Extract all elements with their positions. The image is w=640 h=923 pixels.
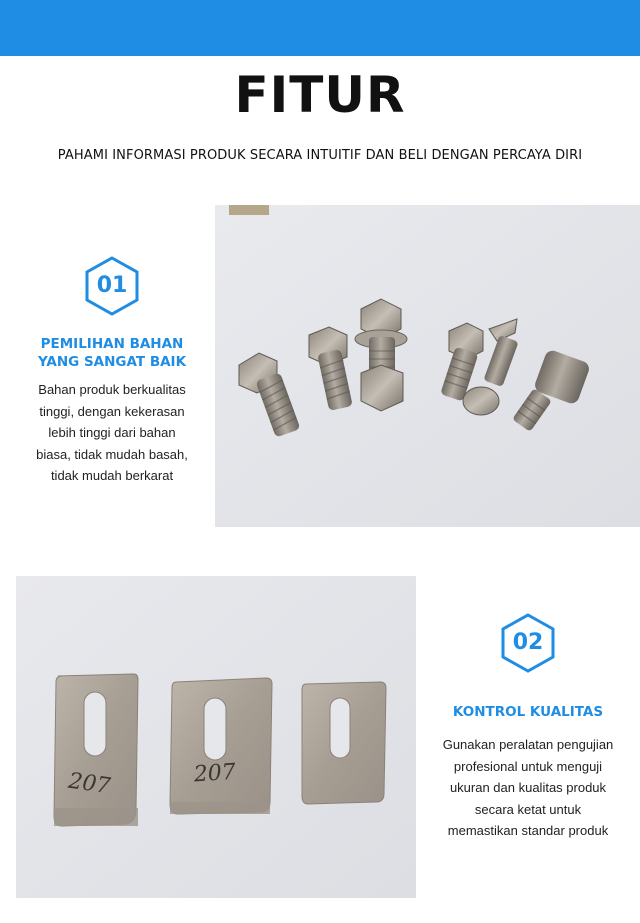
handwritten-label: 207 bbox=[66, 768, 112, 800]
feature-description-line: secara ketat untuk bbox=[474, 801, 582, 817]
bracket-plate-1 bbox=[54, 674, 138, 826]
bolts-photo bbox=[215, 205, 640, 527]
top-banner bbox=[0, 0, 640, 56]
feature-description-line: biasa, tidak mudah basah, bbox=[36, 446, 188, 462]
feature-description-line: Gunakan peralatan pengujian bbox=[442, 737, 614, 752]
feature-number: 02 bbox=[512, 630, 544, 655]
feature-material bbox=[18, 255, 206, 487]
feature-heading bbox=[18, 335, 206, 371]
feature-badge bbox=[83, 255, 141, 317]
feature-description-line: tidak mudah berkarat bbox=[50, 468, 174, 483]
feature-number: 01 bbox=[96, 273, 128, 298]
page-subtitle: PAHAMI INFORMASI PRODUK SECARA INTUITIF DAN BELI DENGAN PERCAYA DIRI bbox=[57, 148, 583, 163]
feature-heading-line: KONTROL KUALITAS bbox=[452, 704, 604, 720]
handwritten-label: 207 bbox=[193, 759, 237, 788]
feature-heading-line: PEMILIHAN BAHAN bbox=[40, 336, 184, 352]
feature-description-line: profesional untuk menguji bbox=[453, 758, 603, 774]
brackets-illustration bbox=[16, 576, 416, 898]
feature-quality bbox=[428, 612, 628, 842]
bracket-plate-3 bbox=[302, 682, 386, 804]
feature-description bbox=[18, 379, 206, 487]
feature-description-line: Bahan produk berkualitas bbox=[38, 382, 186, 397]
bracket-plate-2 bbox=[170, 678, 272, 814]
feature-heading bbox=[428, 703, 628, 721]
feature-heading-line: YANG SANGAT BAIK bbox=[37, 354, 187, 370]
feature-badge bbox=[499, 612, 557, 674]
bolts-illustration bbox=[215, 205, 640, 527]
page-title: FITUR bbox=[234, 66, 406, 124]
feature-description bbox=[428, 734, 628, 842]
feature-description-line: ukuran dan kualitas produk bbox=[449, 780, 607, 795]
brackets-photo bbox=[16, 576, 416, 898]
feature-description-line: memastikan standar produk bbox=[447, 823, 609, 838]
feature-description-line: lebih tinggi dari bahan bbox=[48, 425, 176, 440]
feature-description-line: tinggi, dengan kekerasan bbox=[39, 403, 185, 419]
